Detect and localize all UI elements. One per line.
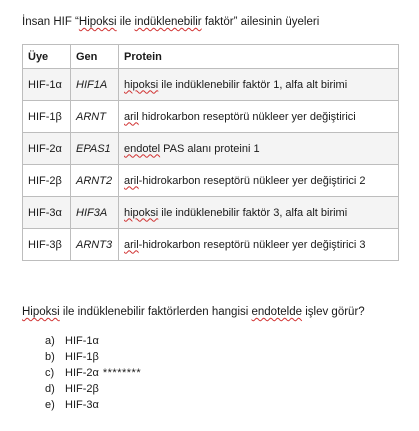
question-spellcheck-word-1: Hipoksi bbox=[22, 306, 60, 318]
cell-uye: HIF-1β bbox=[23, 101, 71, 133]
option-text: HIF-1β bbox=[65, 351, 99, 363]
protein-spellcheck-word: aril bbox=[124, 238, 139, 251]
option-e bbox=[45, 397, 141, 413]
table-header-row bbox=[23, 45, 399, 69]
title-spellcheck-word-1: Hipoksi bbox=[78, 16, 117, 28]
cell-protein bbox=[119, 69, 399, 101]
protein-rest: hidrokarbon reseptörü nükleer yer değiştirici bbox=[138, 110, 356, 123]
option-letter: e) bbox=[45, 399, 55, 411]
title-prefix: İnsan HIF “ bbox=[22, 16, 79, 28]
header-uye: Üye bbox=[23, 45, 71, 69]
option-c bbox=[45, 365, 141, 381]
cell-protein bbox=[119, 165, 399, 197]
option-text: HIF-1α bbox=[65, 335, 99, 347]
cell-gen: HIF3A bbox=[71, 197, 119, 229]
answer-options bbox=[45, 333, 141, 413]
table-row bbox=[23, 165, 399, 197]
hif-members-table bbox=[22, 44, 399, 261]
cell-uye: HIF-2β bbox=[23, 165, 71, 197]
question-mid: ile indüklenebilir faktörlerden hangisi bbox=[59, 306, 252, 318]
cell-gen: ARNT2 bbox=[71, 165, 119, 197]
table-row bbox=[23, 229, 399, 261]
protein-rest: -hidrokarbon reseptörü nükleer yer değiştirici 3 bbox=[138, 238, 366, 251]
option-letter: a) bbox=[45, 335, 55, 347]
cell-uye: HIF-3α bbox=[23, 197, 71, 229]
option-d bbox=[45, 381, 141, 397]
table-row bbox=[23, 133, 399, 165]
option-b bbox=[45, 349, 141, 365]
cell-protein bbox=[119, 133, 399, 165]
cell-gen: ARNT3 bbox=[71, 229, 119, 261]
cell-protein bbox=[119, 197, 399, 229]
option-letter: b) bbox=[45, 351, 55, 363]
table-row bbox=[23, 197, 399, 229]
title-suffix: faktör” ailesinin üyeleri bbox=[201, 16, 320, 28]
protein-spellcheck-word: hipoksi bbox=[124, 78, 159, 91]
option-text: HIF-3α bbox=[65, 399, 99, 411]
question-suffix: işlev görür? bbox=[302, 306, 365, 318]
table-row bbox=[23, 69, 399, 101]
protein-spellcheck-word: hipoksi bbox=[124, 206, 159, 219]
title-spellcheck-word-2: indüklenebilir bbox=[134, 16, 202, 28]
header-gen: Gen bbox=[71, 45, 119, 69]
cell-uye: HIF-2α bbox=[23, 133, 71, 165]
document-title bbox=[22, 16, 319, 28]
option-mark: ******** bbox=[102, 367, 142, 379]
question-text bbox=[22, 306, 365, 318]
table-row bbox=[23, 101, 399, 133]
protein-spellcheck-word: aril bbox=[124, 110, 139, 123]
cell-uye: HIF-3β bbox=[23, 229, 71, 261]
header-protein: Protein bbox=[119, 45, 399, 69]
title-mid: ile bbox=[116, 16, 135, 28]
cell-gen: ARNT bbox=[71, 101, 119, 133]
option-text: HIF-2β bbox=[65, 383, 99, 395]
option-letter: d) bbox=[45, 383, 55, 395]
cell-gen: HIF1A bbox=[71, 69, 119, 101]
protein-rest: -hidrokarbon reseptörü nükleer yer değiştirici 2 bbox=[138, 174, 366, 187]
protein-spellcheck-word: aril bbox=[124, 174, 139, 187]
cell-uye: HIF-1α bbox=[23, 69, 71, 101]
option-letter: c) bbox=[45, 367, 55, 379]
option-a bbox=[45, 333, 141, 349]
cell-gen: EPAS1 bbox=[71, 133, 119, 165]
protein-rest: ile indüklenebilir faktör 1, alfa alt birimi bbox=[158, 78, 348, 91]
protein-spellcheck-word: endotel bbox=[124, 142, 161, 155]
option-text: HIF-2α bbox=[65, 367, 99, 379]
protein-rest: ile indüklenebilir faktör 3, alfa alt birimi bbox=[158, 206, 348, 219]
cell-protein bbox=[119, 101, 399, 133]
protein-rest: PAS alanı proteini 1 bbox=[160, 142, 260, 155]
question-spellcheck-word-2: endotelde bbox=[251, 306, 303, 318]
cell-protein bbox=[119, 229, 399, 261]
